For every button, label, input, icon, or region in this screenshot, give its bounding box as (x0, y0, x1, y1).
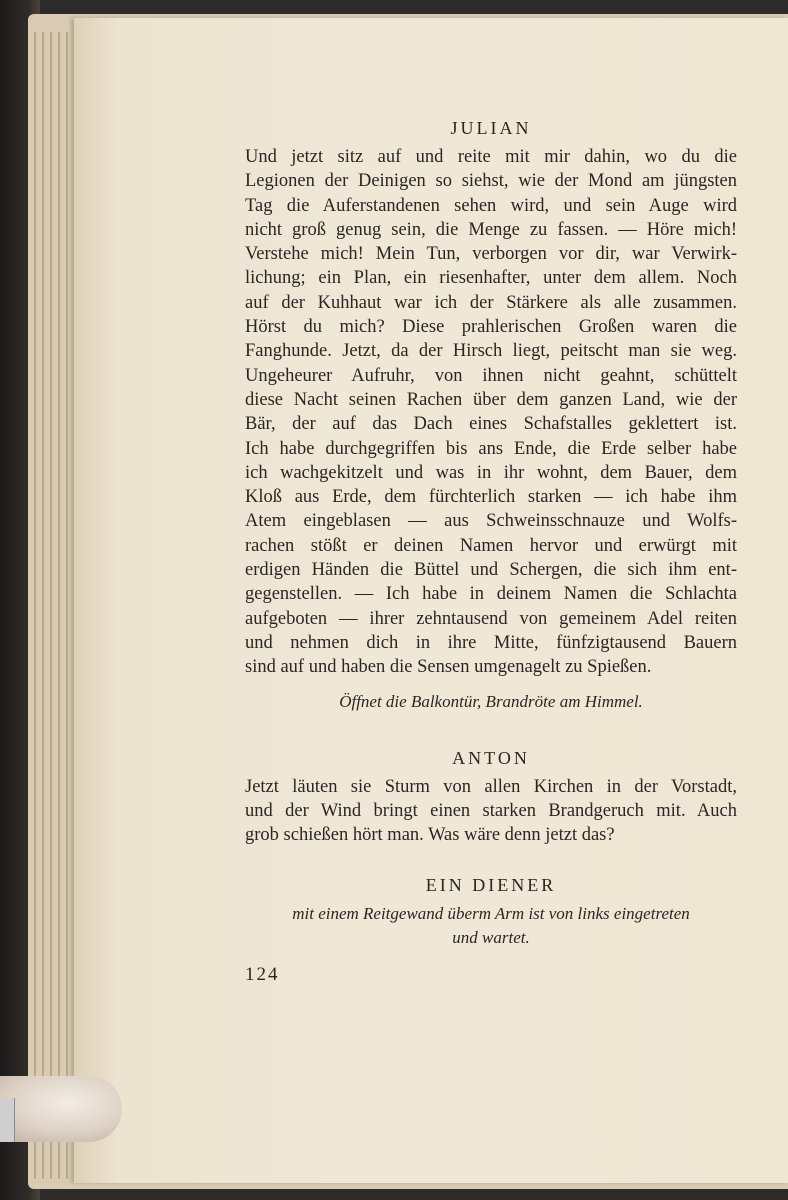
speech-line: Ungeheurer Aufruhr, von ihnen nicht geahnt, schüttelt (245, 365, 737, 386)
speaker-name: ANTON (452, 747, 530, 768)
speech-block (245, 145, 737, 680)
play-text (245, 118, 737, 986)
speech-line: Kloß aus Erde, dem fürchterlich starken — ich habe ihm (245, 487, 737, 508)
speech-line: Atem eingeblasen — aus Schweinsschnauze und Wolfs- (245, 511, 737, 532)
scanner-thumb (0, 1076, 122, 1142)
speech-line: Fanghunde. Jetzt, da der Hirsch liegt, peitscht man sie weg. (245, 341, 737, 362)
speech-line: erdigen Händen die Büttel und Schergen, die sich ihm ent- (245, 560, 737, 581)
speech-line: Tag die Auferstandenen sehen wird, und sein Auge wird (245, 195, 737, 216)
speaker-name: JULIAN (450, 118, 532, 138)
speech-line: Und jetzt sitz auf und reite mit mir dahin, wo du die (245, 147, 737, 167)
page-edge (50, 32, 52, 1179)
page-edge (66, 32, 68, 1179)
speech-line: gegenstellen. — Ich habe in deinem Namen die Schlachta (245, 584, 737, 605)
page-edge (42, 32, 44, 1179)
speaker-name: EIN DIENER (425, 875, 557, 896)
speech-line: diese Nacht seinen Rachen über dem ganzen Land, wie der (245, 389, 737, 410)
speech-line: Legionen der Deinigen so siehst, wie der Mond am jüngsten (245, 171, 737, 192)
section-anton (245, 748, 737, 848)
speech-line: Jetzt läuten sie Sturm von allen Kirchen in der Vorstadt, (245, 776, 737, 797)
speech-line: grob schießen hört man. Was wäre denn jetzt das? (245, 825, 615, 846)
speech-line: aufgeboten — ihrer zehntausend von gemeinem Adel reiten (245, 608, 737, 629)
speech-line: nicht groß genug sein, die Menge zu fassen. — Höre mich! (245, 219, 737, 240)
scanner-clip (0, 1098, 15, 1142)
speech-line: Verstehe mich! Mein Tun, verborgen vor dir, war Verwirk- (245, 244, 737, 265)
speech-line: auf der Kuhhaut war ich der Stärkere als alle zusammen. (245, 292, 737, 313)
page-edge (58, 32, 60, 1179)
speech-line: Hörst du mich? Diese prahlerischen Großen waren die (245, 317, 737, 338)
speech-line: und nehmen dich in ihre Mitte, fünfzigtausend Bauern (245, 632, 737, 653)
stage-direction: und wartet. (452, 928, 530, 948)
section-ein-diener (245, 875, 737, 950)
speech-line: rachen stößt er deinen Namen hervor und erwürgt mit (245, 535, 737, 556)
stage-direction: Öffnet die Balkontür, Brandröte am Himmel. (339, 691, 643, 711)
speech-line: und der Wind bringt einen starken Brandgeruch mit. Auch (245, 800, 737, 821)
speech-block (245, 775, 737, 848)
page-edge (34, 32, 36, 1179)
stage-direction: mit einem Reitgewand überm Arm ist von links eingetreten (292, 904, 690, 924)
speech-line: Bär, der auf das Dach eines Schafstalles geklettert ist. (245, 414, 737, 435)
speech-line: ich wachgekitzelt und was in ihr wohnt, dem Bauer, dem (245, 462, 737, 483)
speech-line: Ich habe durchgegriffen bis ans Ende, die Erde selber habe (245, 438, 737, 459)
section-julian (245, 118, 737, 714)
speech-line: lichung; ein Plan, ein riesenhafter, unter dem allem. Noch (245, 268, 737, 289)
page-number: 124 (245, 964, 280, 986)
speech-line: sind auf und haben die Sensen umgenagelt zu Spießen. (245, 657, 652, 678)
